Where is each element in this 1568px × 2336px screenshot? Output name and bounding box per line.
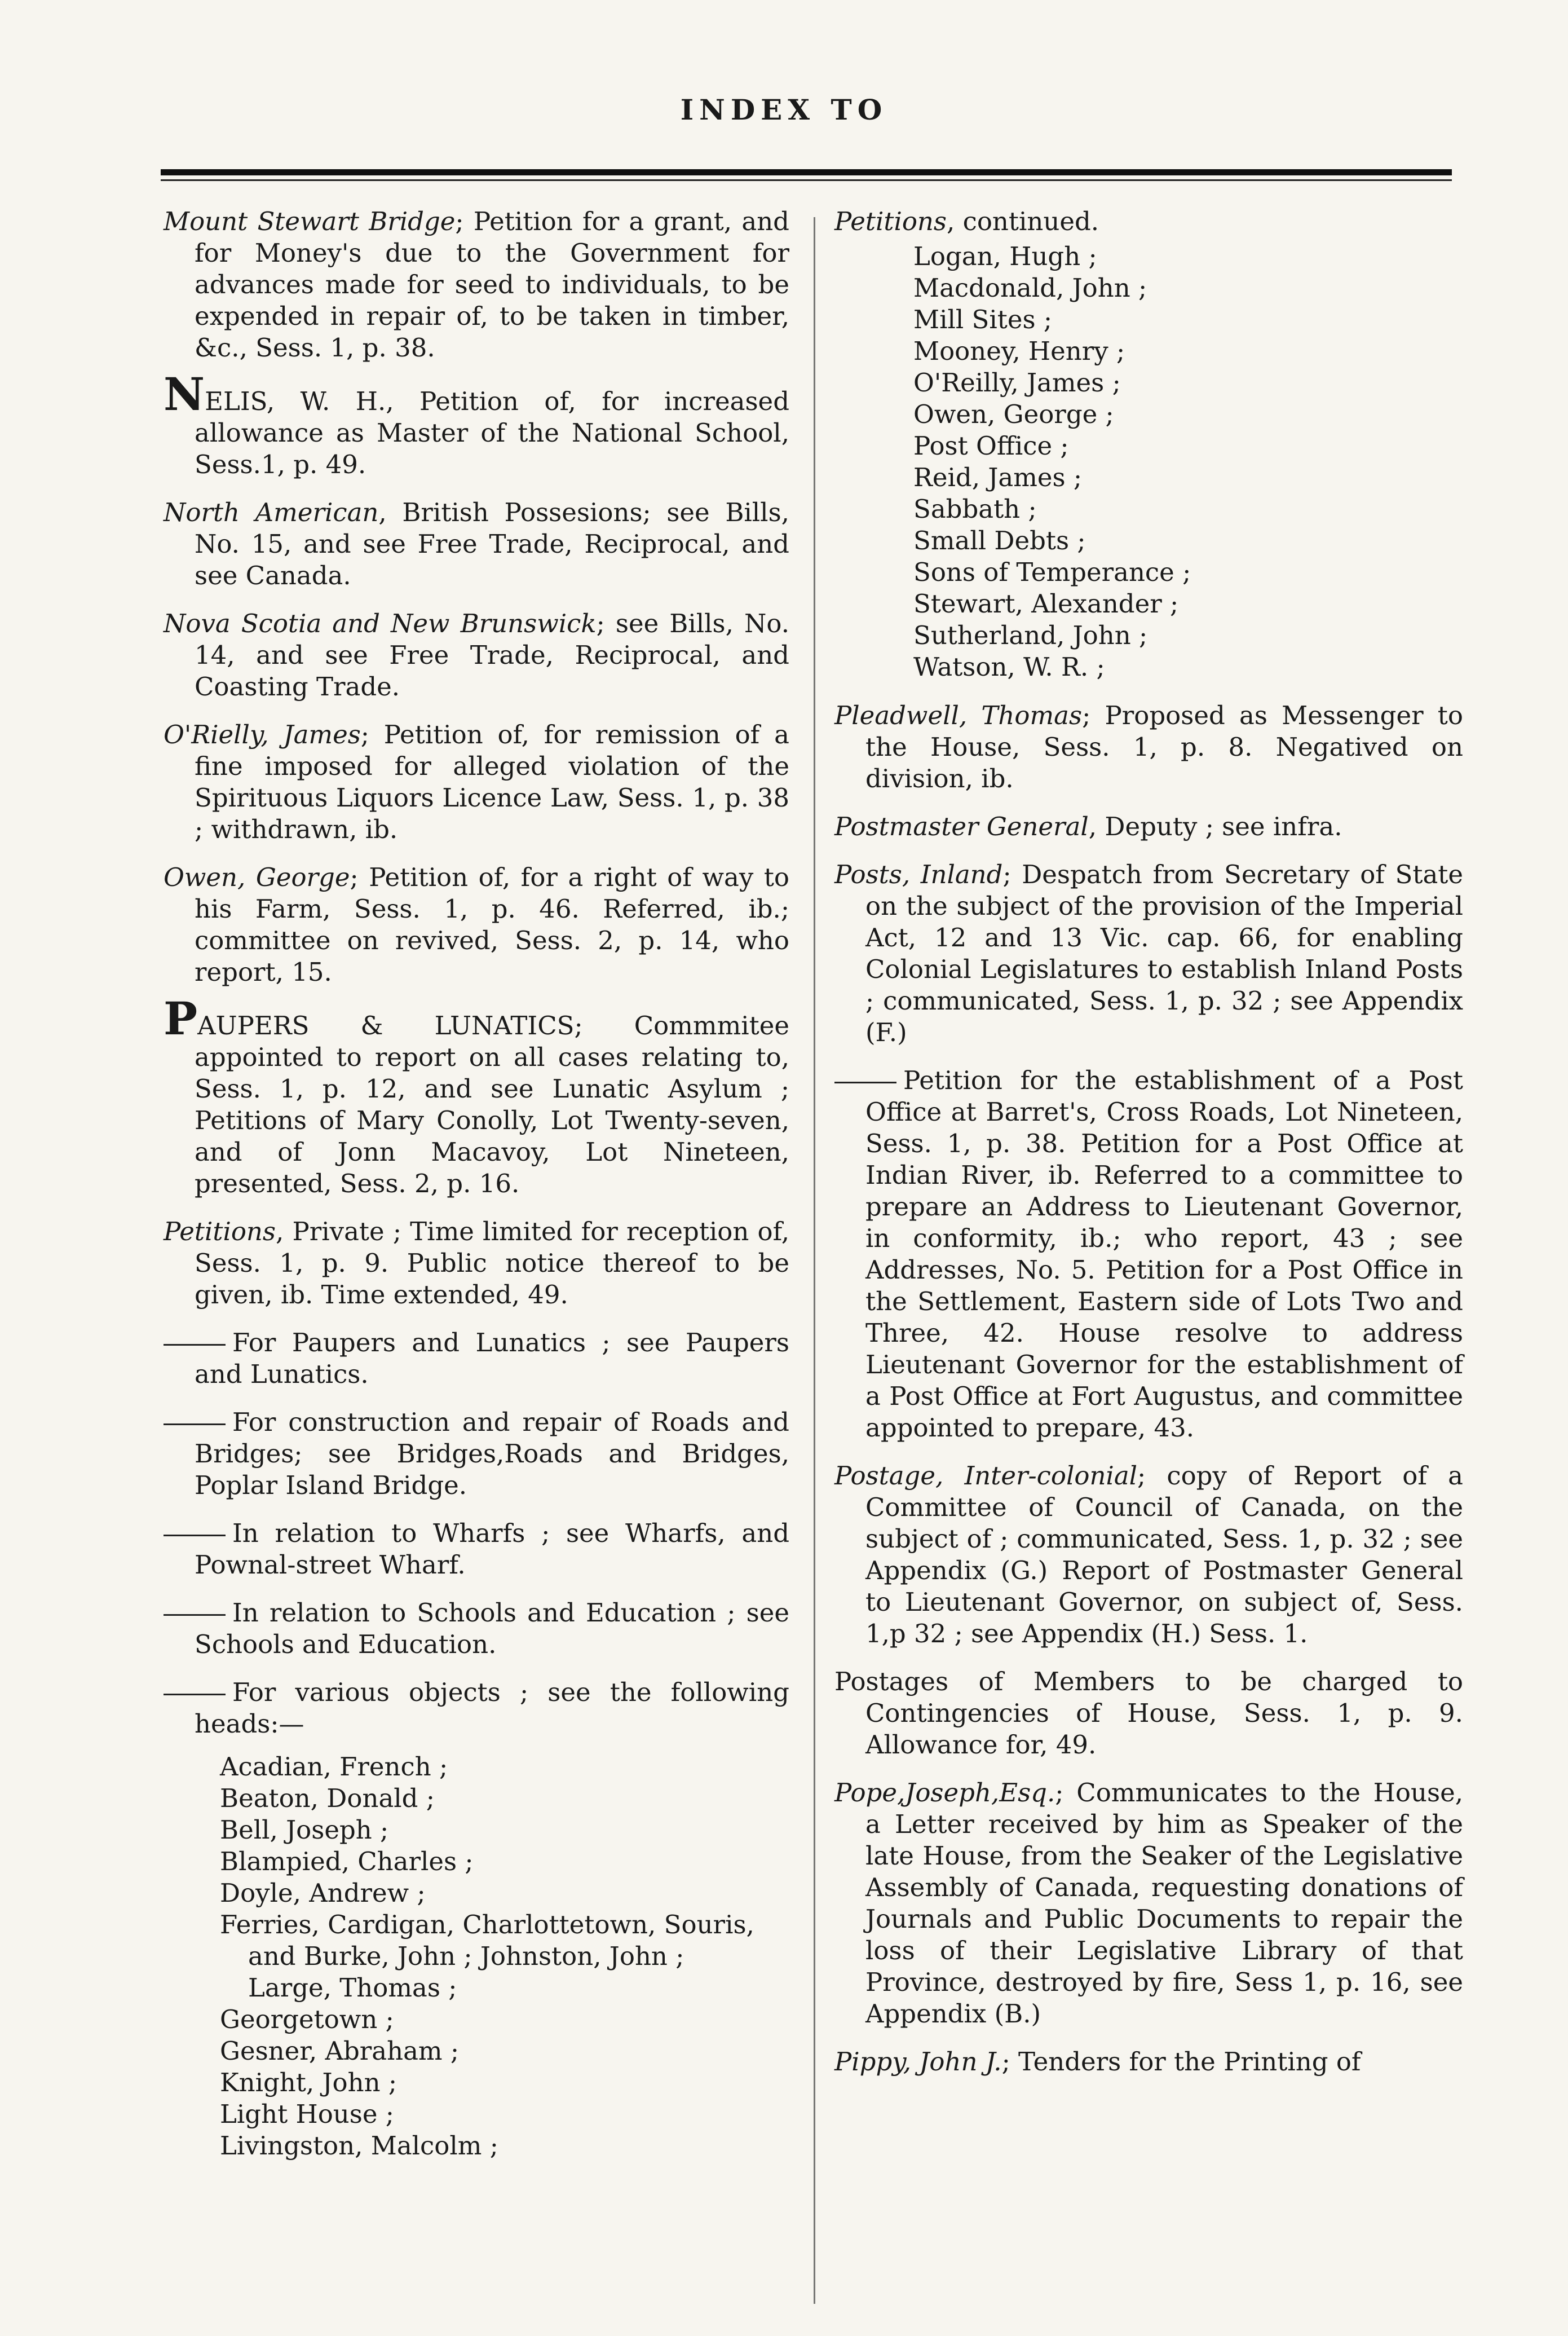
index-entry xyxy=(834,700,1463,795)
index-entry xyxy=(164,368,789,481)
right-column xyxy=(834,206,1463,2094)
entry-text: ; Petition of, for a right of way to his Farm, Sess. 1, p. 46. Referred, ib.; committee on revived, Sess. 2, p. 14, who report, 15. xyxy=(195,862,789,987)
list-item: Owen, George ; xyxy=(913,399,1114,429)
index-entry xyxy=(164,206,789,364)
dash-rule xyxy=(164,1423,226,1425)
list-item: Livingston, Malcolm ; xyxy=(220,2131,498,2161)
index-entry xyxy=(834,859,1463,1048)
entry-heading: AUPERS & LUNATICS xyxy=(197,1011,575,1041)
entry-text: For construction and repair of Roads and Bridges; see Bridges,Roads and Bridges, Poplar Island Bridge. xyxy=(195,1407,789,1500)
list-item: Blampied, Charles ; xyxy=(220,1846,474,1876)
index-subentry xyxy=(164,1677,789,1740)
index-entry xyxy=(834,1460,1463,1650)
dash-rule xyxy=(164,1614,226,1616)
entry-heading: Postage, Inter-colonial xyxy=(834,1461,1138,1491)
entry-text: In relation to Schools and Education ; see Schools and Education. xyxy=(195,1598,789,1659)
entry-heading: Nova Scotia and New Brunswick xyxy=(164,609,597,638)
list-item: Large, Thomas ; xyxy=(248,1973,457,2003)
entry-text: , continued. xyxy=(947,206,1099,236)
index-entry xyxy=(834,1666,1463,1761)
petition-heads-continued-list xyxy=(913,241,1463,683)
entry-heading: ELIS, W. H. xyxy=(205,386,386,416)
entry-heading: Pope,Joseph,Esq. xyxy=(834,1778,1055,1808)
header-rule-thick xyxy=(161,169,1452,175)
list-item: Bell, Joseph ; xyxy=(220,1815,389,1845)
entry-text: Petition for the establishment of a Post Office at Barret's, Cross Roads, Lot Nineteen, Sess. 1, p. 38. Petition for a Post Office at Indian River, ib. Referred to a committee to prepare an Address to Lieutenant Governor, in conformity, ib.; who report, 43 ; see Addresses, No. 5. Petition for a Post Office in the Settlement, Eastern side of Lots Two and Three, 42. House resolve to address Lieutenant Governor for the establishment of a Post Office at Fort Augustus, and committee appointed to prepare, 43. xyxy=(865,1065,1463,1443)
list-item: Sutherland, John ; xyxy=(913,620,1148,650)
list-item: Mill Sites ; xyxy=(913,305,1053,334)
entry-heading: Postmaster General xyxy=(834,812,1089,841)
list-item: Stewart, Alexander ; xyxy=(913,589,1179,619)
dash-rule xyxy=(834,1082,896,1083)
list-item: Beaton, Donald ; xyxy=(220,1783,435,1813)
entry-text: ; Petition of, for remission of a fine imposed for alleged violation of the Spirituous Liquors Licence Law, Sess. 1, p. 38 ; withdrawn, ib. xyxy=(195,720,789,844)
list-item: Macdonald, John ; xyxy=(913,273,1147,303)
list-item: Logan, Hugh ; xyxy=(913,241,1097,271)
index-entry xyxy=(164,992,789,1200)
entry-text: ; Tenders for the Printing of xyxy=(1001,2047,1361,2077)
entry-text: In relation to Wharfs ; see Wharfs, and Pownal-street Wharf. xyxy=(195,1518,789,1580)
entry-heading: Pleadwell, Thomas xyxy=(834,700,1083,730)
index-entry xyxy=(164,719,789,845)
index-entry xyxy=(164,862,789,988)
dash-rule xyxy=(164,1694,226,1695)
list-item: Post Office ; xyxy=(913,431,1069,461)
list-item: Doyle, Andrew ; xyxy=(220,1878,426,1908)
entry-text: Postages of Members to be charged to Contingencies of House, Sess. 1, p. 9. Allowance for, 49. xyxy=(834,1667,1463,1760)
entry-text: ; Despatch from Secretary of State on the subject of the provision of the Imperial Act, 12 and 13 Vic. cap. 66, for enabling Colonial Legislatures to establish Inland Posts ; communicated, Sess. 1, p. 32 ; see Appendix (F.) xyxy=(865,860,1463,1047)
list-item: Georgetown ; xyxy=(220,2004,394,2034)
entry-text: , Petition of, for increased allowance as Master of the National School, Sess.1, p. 49. xyxy=(195,386,789,479)
index-entry xyxy=(834,1777,1463,2030)
entry-heading: Petitions xyxy=(834,206,947,236)
entry-heading: Posts, Inland xyxy=(834,860,1003,889)
petition-heads-list xyxy=(220,1751,789,2162)
index-subentry xyxy=(164,1407,789,1501)
entry-text: ; see Bills, No. 14, and see Free Trade, Reciprocal, and Coasting Trade. xyxy=(195,609,789,702)
index-entry xyxy=(834,206,1463,237)
entry-text: , Deputy ; see infra. xyxy=(1088,812,1342,841)
list-item: Sabbath ; xyxy=(913,494,1037,524)
drop-cap: P xyxy=(164,992,198,1045)
column-divider xyxy=(814,217,815,2304)
list-item: Gesner, Abraham ; xyxy=(220,2036,460,2066)
entry-text: , British Possesions; see Bills, No. 15, and see Free Trade, Reciprocal, and see Canada. xyxy=(195,497,789,590)
index-subentry xyxy=(834,1065,1463,1444)
list-item: Acadian, French ; xyxy=(220,1752,448,1782)
entry-text: For various objects ; see the following heads:— xyxy=(195,1677,789,1739)
entry-text: ; Proposed as Messenger to the House, Sess. 1, p. 8. Negatived on division, ib. xyxy=(865,700,1463,794)
entry-text: ; copy of Report of a Committee of Council of Canada, on the subject of ; communicated, Sess. 1, p. 32 ; see Appendix (G.) Report of Postmaster General to Lieutenant Governor, on subject of, Sess. 1,p 32 ; see Appendix (H.) Sess. 1. xyxy=(865,1461,1463,1649)
entry-heading: Petitions xyxy=(164,1217,276,1246)
list-item: O'Reilly, James ; xyxy=(913,368,1121,398)
entry-heading: North American xyxy=(164,497,379,527)
index-entry xyxy=(164,497,789,592)
entry-text: , Private ; Time limited for reception of, Sess. 1, p. 9. Public notice thereof to be given, ib. Time extended, 49. xyxy=(195,1217,789,1310)
left-column xyxy=(164,206,789,2162)
index-subentry xyxy=(164,1518,789,1581)
entry-heading: Owen, George xyxy=(164,862,350,892)
list-item: Small Debts ; xyxy=(913,526,1086,556)
list-item: and Burke, John ; Johnston, John ; xyxy=(248,1941,684,1971)
index-entry xyxy=(164,1216,789,1311)
list-item: Sons of Temperance ; xyxy=(913,557,1191,587)
list-item: Knight, John ; xyxy=(220,2068,397,2097)
index-entry xyxy=(834,2046,1463,2078)
list-item: Light House ; xyxy=(220,2099,394,2129)
header-rule-thin xyxy=(161,179,1452,181)
entry-text: For Paupers and Lunatics ; see Paupers and Lunatics. xyxy=(195,1328,789,1389)
page-header: INDEX TO xyxy=(680,93,888,126)
entry-heading: O'Rielly, James xyxy=(164,720,361,750)
entry-text: ; Communicates to the House, a Letter received by him as Speaker of the late House, from the Seaker of the Legislative Assembly of Canada, requesting donations of Journals and Public Documents to repair the loss of their Legislative Library of that Province, destroyed by fire, Sess 1, p. 16, see Appendix (B.) xyxy=(865,1778,1463,2029)
dash-rule xyxy=(164,1535,226,1536)
index-subentry xyxy=(164,1597,789,1660)
entry-heading: Pippy, John J. xyxy=(834,2047,1002,2077)
index-entry xyxy=(834,811,1463,843)
list-item: Mooney, Henry ; xyxy=(913,336,1125,366)
list-item: Watson, W. R. ; xyxy=(913,652,1105,682)
entry-heading: Mount Stewart Bridge xyxy=(164,206,456,236)
entry-text: ; Petition for a grant, and for Money's due to the Government for advances made for seed to individuals, to be expended in repair of, to be taken in timber, &c., Sess. 1, p. 38. xyxy=(195,206,789,363)
index-subentry xyxy=(164,1327,789,1390)
list-item: Reid, James ; xyxy=(913,462,1083,492)
entry-text: ; Commmitee appointed to report on all cases relating to, Sess. 1, p. 12, and see Lunatic Asylum ; Petitions of Mary Conolly, Lot Twenty-seven, and of Jonn Macavoy, Lot Nineteen, presented, Sess. 2, p. 16. xyxy=(195,1011,789,1198)
list-item: Ferries, Cardigan, Charlottetown, Souris, xyxy=(220,1910,754,1940)
dash-rule xyxy=(164,1344,226,1346)
drop-cap: N xyxy=(164,368,205,421)
index-entry xyxy=(164,608,789,703)
